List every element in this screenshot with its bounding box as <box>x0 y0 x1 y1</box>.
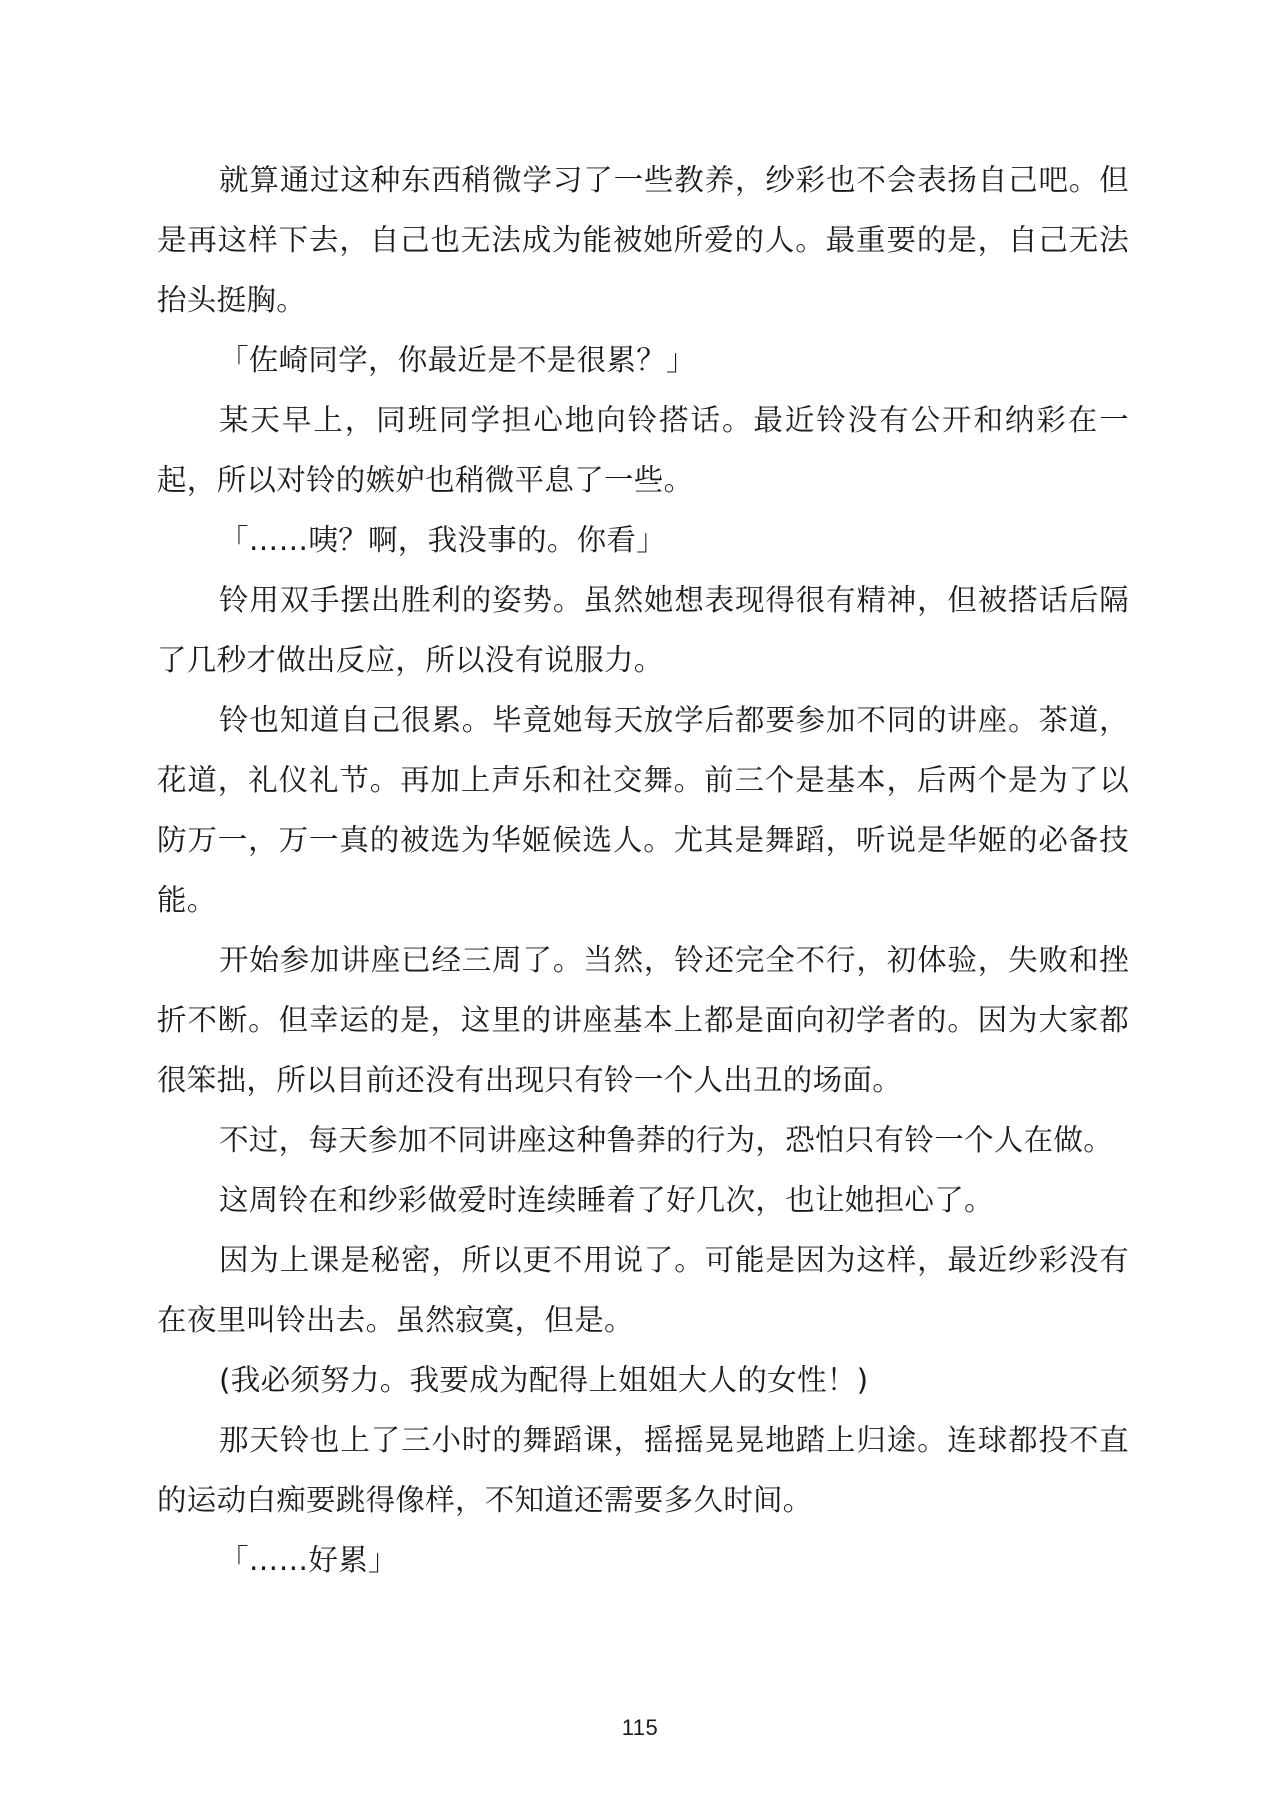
paragraph: 开始参加讲座已经三周了。当然，铃还完全不行，初体验，失败和挫折不断。但幸运的是，这里的讲座基本上都是面向初学者的。因为大家都很笨拙，所以目前还没有出现只有铃一个人出丑的场面。 <box>157 943 1129 1097</box>
page-number: 115 <box>621 1715 659 1740</box>
paragraph: 那天铃也上了三小时的舞蹈课，摇摇晃晃地踏上归途。连球都投不直的运动白痴要跳得像样，不知道还需要多久时间。 <box>157 1423 1129 1517</box>
paragraph: 铃也知道自己很累。毕竟她每天放学后都要参加不同的讲座。茶道，花道，礼仪礼节。再加上声乐和社交舞。前三个是基本，后两个是为了以防万一，万一真的被选为华姬候选人。尤其是舞蹈，听说是华姬的必备技能。 <box>157 703 1129 917</box>
paragraph: 就算通过这种东西稍微学习了一些教养，纱彩也不会表扬自己吧。但是再这样下去，自己也无法成为能被她所爱的人。最重要的是，自己无法抬头挺胸。 <box>157 163 1129 317</box>
paragraph: 这周铃在和纱彩做爱时连续睡着了好几次，也让她担心了。 <box>219 1183 994 1217</box>
paragraph: 因为上课是秘密，所以更不用说了。可能是因为这样，最近纱彩没有在夜里叫铃出去。虽然寂寞，但是。 <box>157 1243 1129 1337</box>
paragraph: 某天早上，同班同学担心地向铃搭话。最近铃没有公开和纳彩在一起，所以对铃的嫉妒也稍微平息了一些。 <box>157 403 1129 497</box>
body-text <box>157 150 1129 1590</box>
paragraph: 不过，每天参加不同讲座这种鲁莽的行为，恐怕只有铃一个人在做。 <box>219 1123 1114 1157</box>
paragraph: 铃用双手摆出胜利的姿势。虽然她想表现得很有精神，但被搭话后隔了几秒才做出反应，所以没有说服力。 <box>157 583 1129 677</box>
inner-thought-line: (我必须努力。我要成为配得上姐姐大人的女性！) <box>219 1363 869 1397</box>
dialogue-line: 「……咦？啊，我没事的。你看」 <box>219 523 666 557</box>
dialogue-line: 「佐崎同学，你最近是不是很累？」 <box>219 343 696 377</box>
dialogue-line: 「……好累」 <box>219 1543 398 1577</box>
